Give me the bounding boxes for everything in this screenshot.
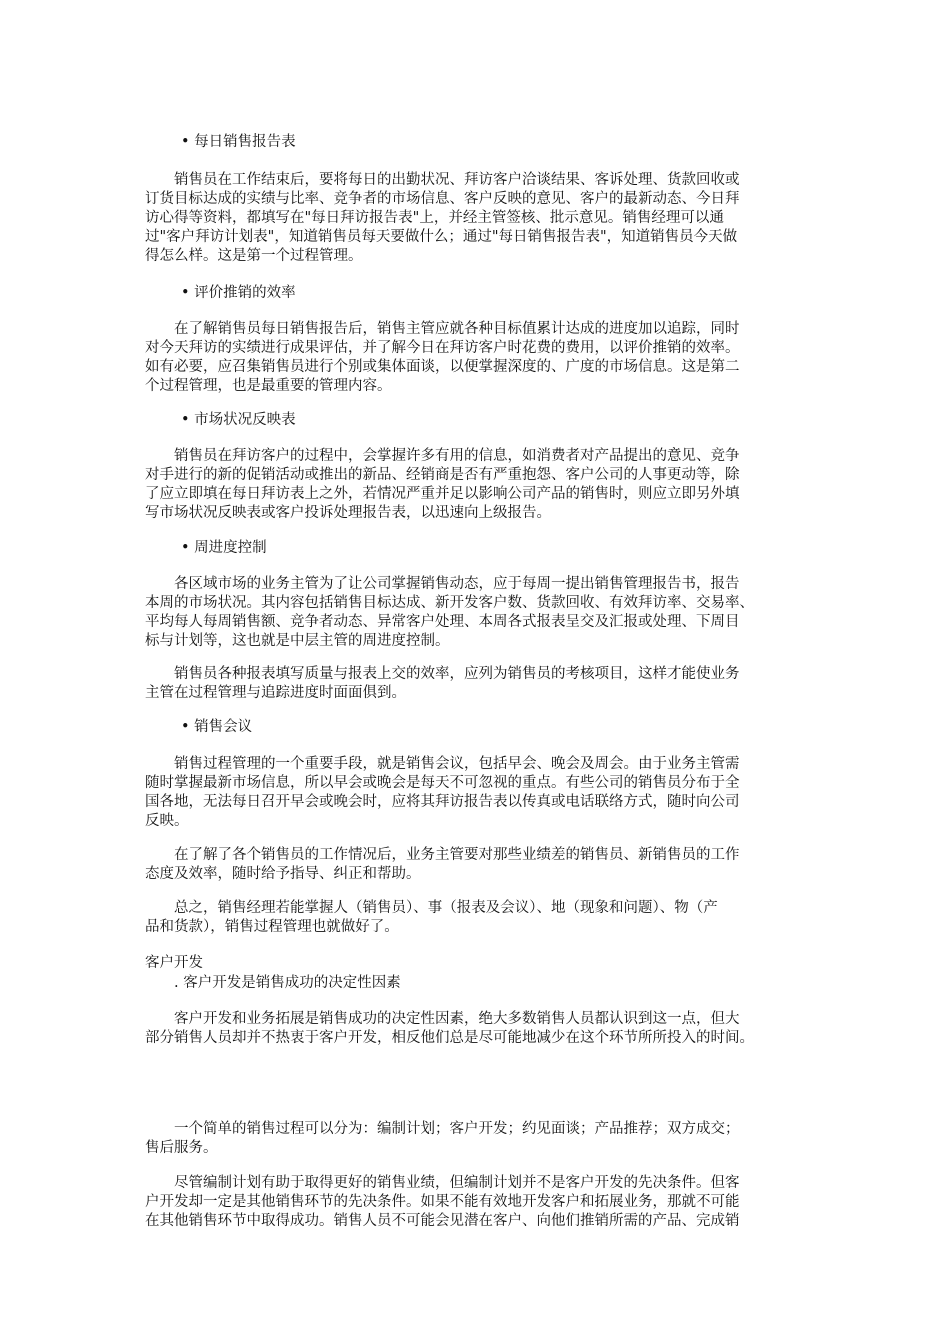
paragraph: 销售员在工作结束后，要将每日的出勤状况、拜访客户洽谈结果、客诉处理、货款回收或 订货目标达成的实绩与比率、竞争者的市场信息、客户反映的意见、客户的最新动态、今日拜 访心得等资料，都填写在"每日拜访报告表"上，并经主管签核、批示意见。销售经理可以通 过"客户拜访计划表"，知道销售员每天要做什么；通过"每日销售报告表"，知道销售员今天做 得怎么样。这是第一个过程管理。 xyxy=(145,172,740,264)
section-heading-weekly-control: • 周进度控制 xyxy=(181,540,267,556)
paragraph: 各区域市场的业务主管为了让公司掌握销售动态，应于每周一提出销售管理报告书，报告 本周的市场状况。其内容包括销售目标达成、新开发客户数、货款回收、有效拜访率、交易率、 平均每人每周销售额、竞争者动态、异常客户处理、本周各式报表呈交及汇报或处理、下周目 标与计划等，这也就是中层主管的周进度控制。 xyxy=(145,576,754,649)
section-heading-market-report: • 市场状况反映表 xyxy=(181,412,296,428)
paragraph: 销售员在拜访客户的过程中，会掌握许多有用的信息，如消费者对产品提出的意见、竞争 对手进行的新的促销活动或推出的新品、经销商是否有严重抱怨、客户公司的人事更动等，除 了应立即填在每日拜访表上之外，若情况严重并足以影响公司产品的销售时，则应立即另外填 写市场状况反映表或客户投诉处理报告表，以迅速向上级报告。 xyxy=(145,448,740,521)
paragraph: 尽管编制计划有助于取得更好的销售业绩，但编制计划并不是客户开发的先决条件。但客 户开发却一定是其他销售环节的先决条件。如果不能有效地开发客户和拓展业务，那就不可能 在其他销售环节中取得成功。销售人员不可能会见潜在客户、向他们推销所需的产品、完成销 xyxy=(145,1175,740,1229)
subheading: . 客户开发是销售成功的决定性因素 xyxy=(145,975,401,991)
paragraph: 总之，销售经理若能掌握人（销售员）、事（报表及会议）、地（现象和问题）、物（产 品和货款），销售过程管理也就做好了。 xyxy=(145,900,718,935)
section-heading-efficiency: • 评价推销的效率 xyxy=(181,285,296,301)
paragraph: 一个简单的销售过程可以分为：编制计划；客户开发；约见面谈；产品推荐；双方成交； 售后服务。 xyxy=(145,1121,740,1156)
paragraph: 在了解了各个销售员的工作情况后，业务主管要对那些业绩差的销售员、新销售员的工作 态度及效率，随时给予指导、纠正和帮助。 xyxy=(145,847,740,882)
heading-customer-development: 客户开发 xyxy=(145,955,203,971)
section-heading-sales-meeting: • 销售会议 xyxy=(181,719,253,735)
paragraph: 客户开发和业务拓展是销售成功的决定性因素，绝大多数销售人员都认识到这一点，但大 部分销售人员却并不热衷于客户开发，相反他们总是尽可能地减少在这个环节所所投入的时间。 xyxy=(145,1011,754,1046)
paragraph: 在了解销售员每日销售报告后，销售主管应就各种目标值累计达成的进度加以追踪，同时 对今天拜访的实绩进行成果评估，并了解今日在拜访客户时花费的费用，以评价推销的效率。 如有必要，应召集销售员进行个别或集体面谈，以便掌握深度的、广度的市场信息。这是第二 个过程管理，也是最重要的管理内容。 xyxy=(145,321,740,394)
paragraph: 销售员各种报表填写质量与报表上交的效率，应列为销售员的考核项目，这样才能使业务 主管在过程管理与追踪进度时面面俱到。 xyxy=(145,666,740,701)
section-heading-daily-report: • 每日销售报告表 xyxy=(181,134,296,150)
paragraph: 销售过程管理的一个重要手段，就是销售会议，包括早会、晚会及周会。由于业务主管需 随时掌握最新市场信息，所以早会或晚会是每天不可忽视的重点。有些公司的销售员分布于全 国各地，无法每日召开早会或晚会时，应将其拜访报告表以传真或电话联络方式，随时向公司 反映。 xyxy=(145,756,740,829)
